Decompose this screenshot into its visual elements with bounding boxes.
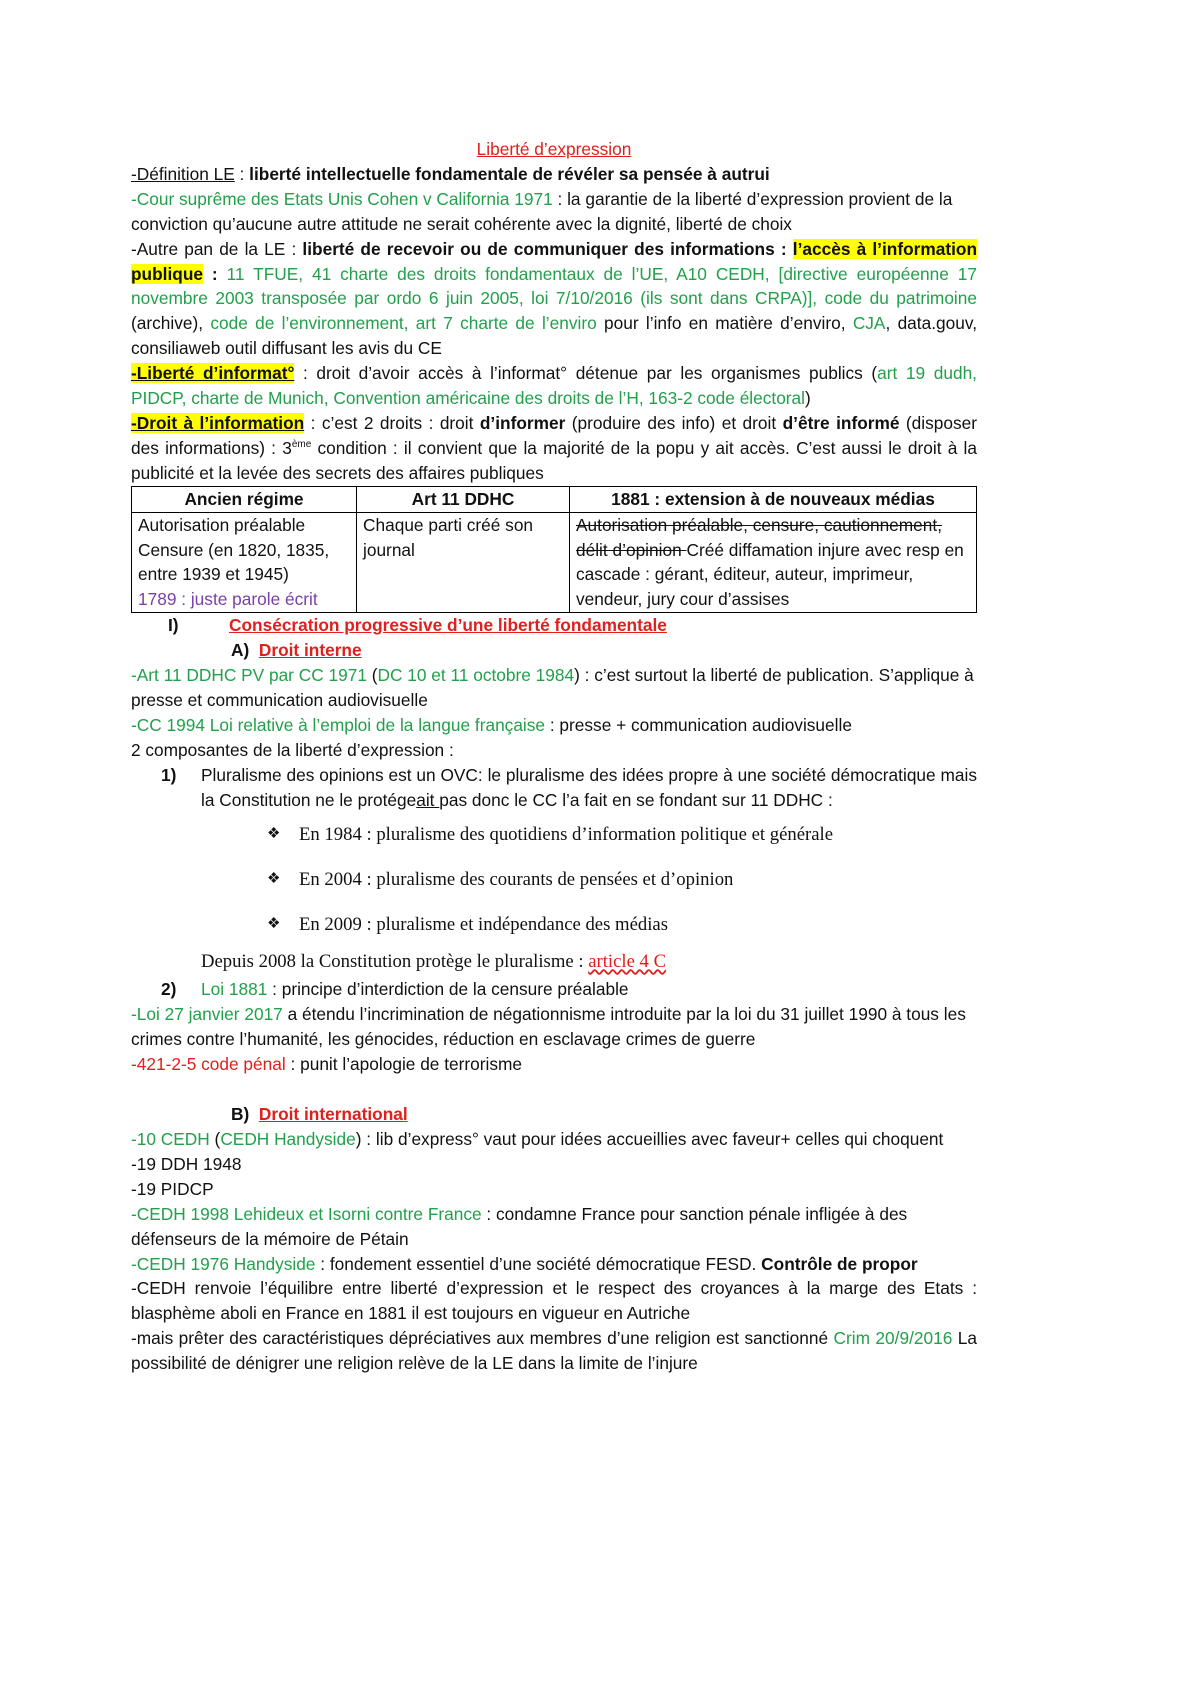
- paragraph-19-pidcp: -19 PIDCP: [131, 1178, 214, 1199]
- table-cell: Autorisation préalable, censure, cautionnement, délit d’opinion Créé diffamation injure avec resp en cascade : gérant, éditeur, auteur, imprimeur, vendeur, jury cour d’assises: [570, 512, 977, 613]
- paragraph-composantes: 2 composantes de la liberté d’expression :: [131, 739, 454, 760]
- paragraph-definition: -Définition LE : liberté intellectuelle fondamentale de révéler sa pensée à autrui: [131, 163, 770, 184]
- table-header-row: [132, 486, 977, 512]
- table-header: Ancien régime: [132, 486, 357, 512]
- heading-section-a: A) Droit interne: [231, 640, 362, 661]
- heading-section-b: B) Droit international: [231, 1104, 408, 1125]
- paragraph-religion: -mais prêter des caractéristiques dépréciatives aux membres d’une religion est sanctionné Crim 20/9/2016 La possibilité de dénigrer une religion relève de la LE dans la limite de l’injure: [131, 1328, 977, 1374]
- paragraph-cc-1994: -CC 1994 Loi relative à l’emploi de la langue française : presse + communication audiovisuelle: [131, 714, 852, 735]
- paragraph-droit-information: -Droit à l’information : c’est 2 droits : droit d’informer (produire des info) et droit d’être informé (disposer des informations) : 3ème condition : il convient que la majorité de la popu y ait accès. C’est aussi le droit à la publicité et la levée des secrets des affaires publiques: [131, 412, 978, 483]
- bullet-item: ❖ En 2004 : pluralisme des courants de pensées et d’opinion: [131, 857, 977, 902]
- paragraph-cour-supreme: -Cour suprême des Etats Unis Cohen v California 1971 : la garantie de la liberté d’expression provient de la conviction qu’aucune autre attitude ne serait cohérente avec la dignité, liberté de choix: [131, 188, 953, 234]
- page-title: Liberté d’expression: [476, 139, 632, 159]
- paragraph-loi-2017: -Loi 27 janvier 2017 a étendu l’incrimination de négationnisme introduite par la loi du 31 juillet 1990 à tous les crimes contre l’humanité, les génocides, réduction en esclavage crimes de guerre: [131, 1004, 966, 1050]
- paragraph-art-11: -Art 11 DDHC PV par CC 1971 (DC 10 et 11 octobre 1984) : c’est surtout la liberté de publication. S’applique à presse et communication audiovisuelle: [131, 665, 974, 710]
- paragraph-cedh-1976: -CEDH 1976 Handyside : fondement essentiel d’une société démocratique FESD. Contrôle de propor: [131, 1253, 918, 1274]
- table-cell: Chaque parti créé son journal: [357, 512, 570, 613]
- list-item-2: 2) Loi 1881 : principe d’interdiction de la censure préalable: [161, 979, 629, 1000]
- paragraph-liberte-informat: -Liberté d’informat° : droit d’avoir accès à l’informat° détenue par les organismes publics (art 19 dudh, PIDCP, charte de Munich, Convention américaine des droits de l’H, 163-2 code électoral): [131, 363, 977, 409]
- heading-section-1: I) Consécration progressive d’une liberté fondamentale: [168, 615, 667, 636]
- bullet-item: ❖ En 1984 : pluralisme des quotidiens d’information politique et générale: [131, 812, 977, 857]
- comparison-table: [131, 486, 977, 614]
- paragraph-19-ddh: -19 DDH 1948: [131, 1153, 242, 1174]
- bullet-item: ❖ En 2009 : pluralisme et indépendance des médias: [131, 902, 977, 947]
- table-header: Art 11 DDHC: [357, 486, 570, 512]
- list-item-1: 1) Pluralisme des opinions est un OVC: le pluralisme des idées propre à une société démocratique mais la Constitution ne le protégeait pas donc le CC l’a fait en se fondant sur 11 DDHC :: [161, 764, 977, 810]
- diamond-bullet-icon: ❖: [267, 871, 281, 888]
- paragraph-10-cedh: -10 CEDH (CEDH Handyside) : lib d’express° vaut pour idées accueillies avec faveur+ celles qui choquent: [131, 1129, 944, 1149]
- diamond-bullet-icon: ❖: [267, 826, 281, 843]
- paragraph-cedh-1998: -CEDH 1998 Lehideux et Isorni contre France : condamne France pour sanction pénale infligée à des défenseurs de la mémoire de Pétain: [131, 1203, 908, 1249]
- table-row: [132, 512, 977, 613]
- table-cell: Autorisation préalable Censure (en 1820, 1835, entre 1939 et 1945) 1789 : juste parole écrit: [132, 512, 357, 613]
- document-page: [131, 137, 977, 1376]
- table-header: 1881 : extension à de nouveaux médias: [570, 486, 977, 512]
- paragraph-cedh-renvoie: -CEDH renvoie l’équilibre entre liberté d’expression et le respect des croyances à la marge des Etats : blasphème aboli en France en 1881 il est toujours en vigueur en Autriche: [131, 1278, 977, 1324]
- paragraph-code-penal: -421-2-5 code pénal : punit l’apologie de terrorisme: [131, 1054, 522, 1075]
- diamond-bullet-icon: ❖: [267, 916, 281, 933]
- paragraph-autre-pan: -Autre pan de la LE : liberté de recevoir ou de communiquer des informations : l’accès à l’information publique : 11 TFUE, 41 charte des droits fondamentaux de l’UE, A10 CEDH, [directive européenne 17 novembre 2003 transposée par ordo 6 juin 2005, loi 7/10/2016 (ils sont dans CRPA)], code du patrimoine (archive), code de l’environnement, art 7 charte de l’enviro pour l’info en matière d’enviro, CJA, data.gouv, consiliaweb outil diffusant les avis du CE: [131, 238, 978, 359]
- paragraph-depuis-2008: Depuis 2008 la Constitution protège le pluralisme : article 4 C: [201, 951, 667, 973]
